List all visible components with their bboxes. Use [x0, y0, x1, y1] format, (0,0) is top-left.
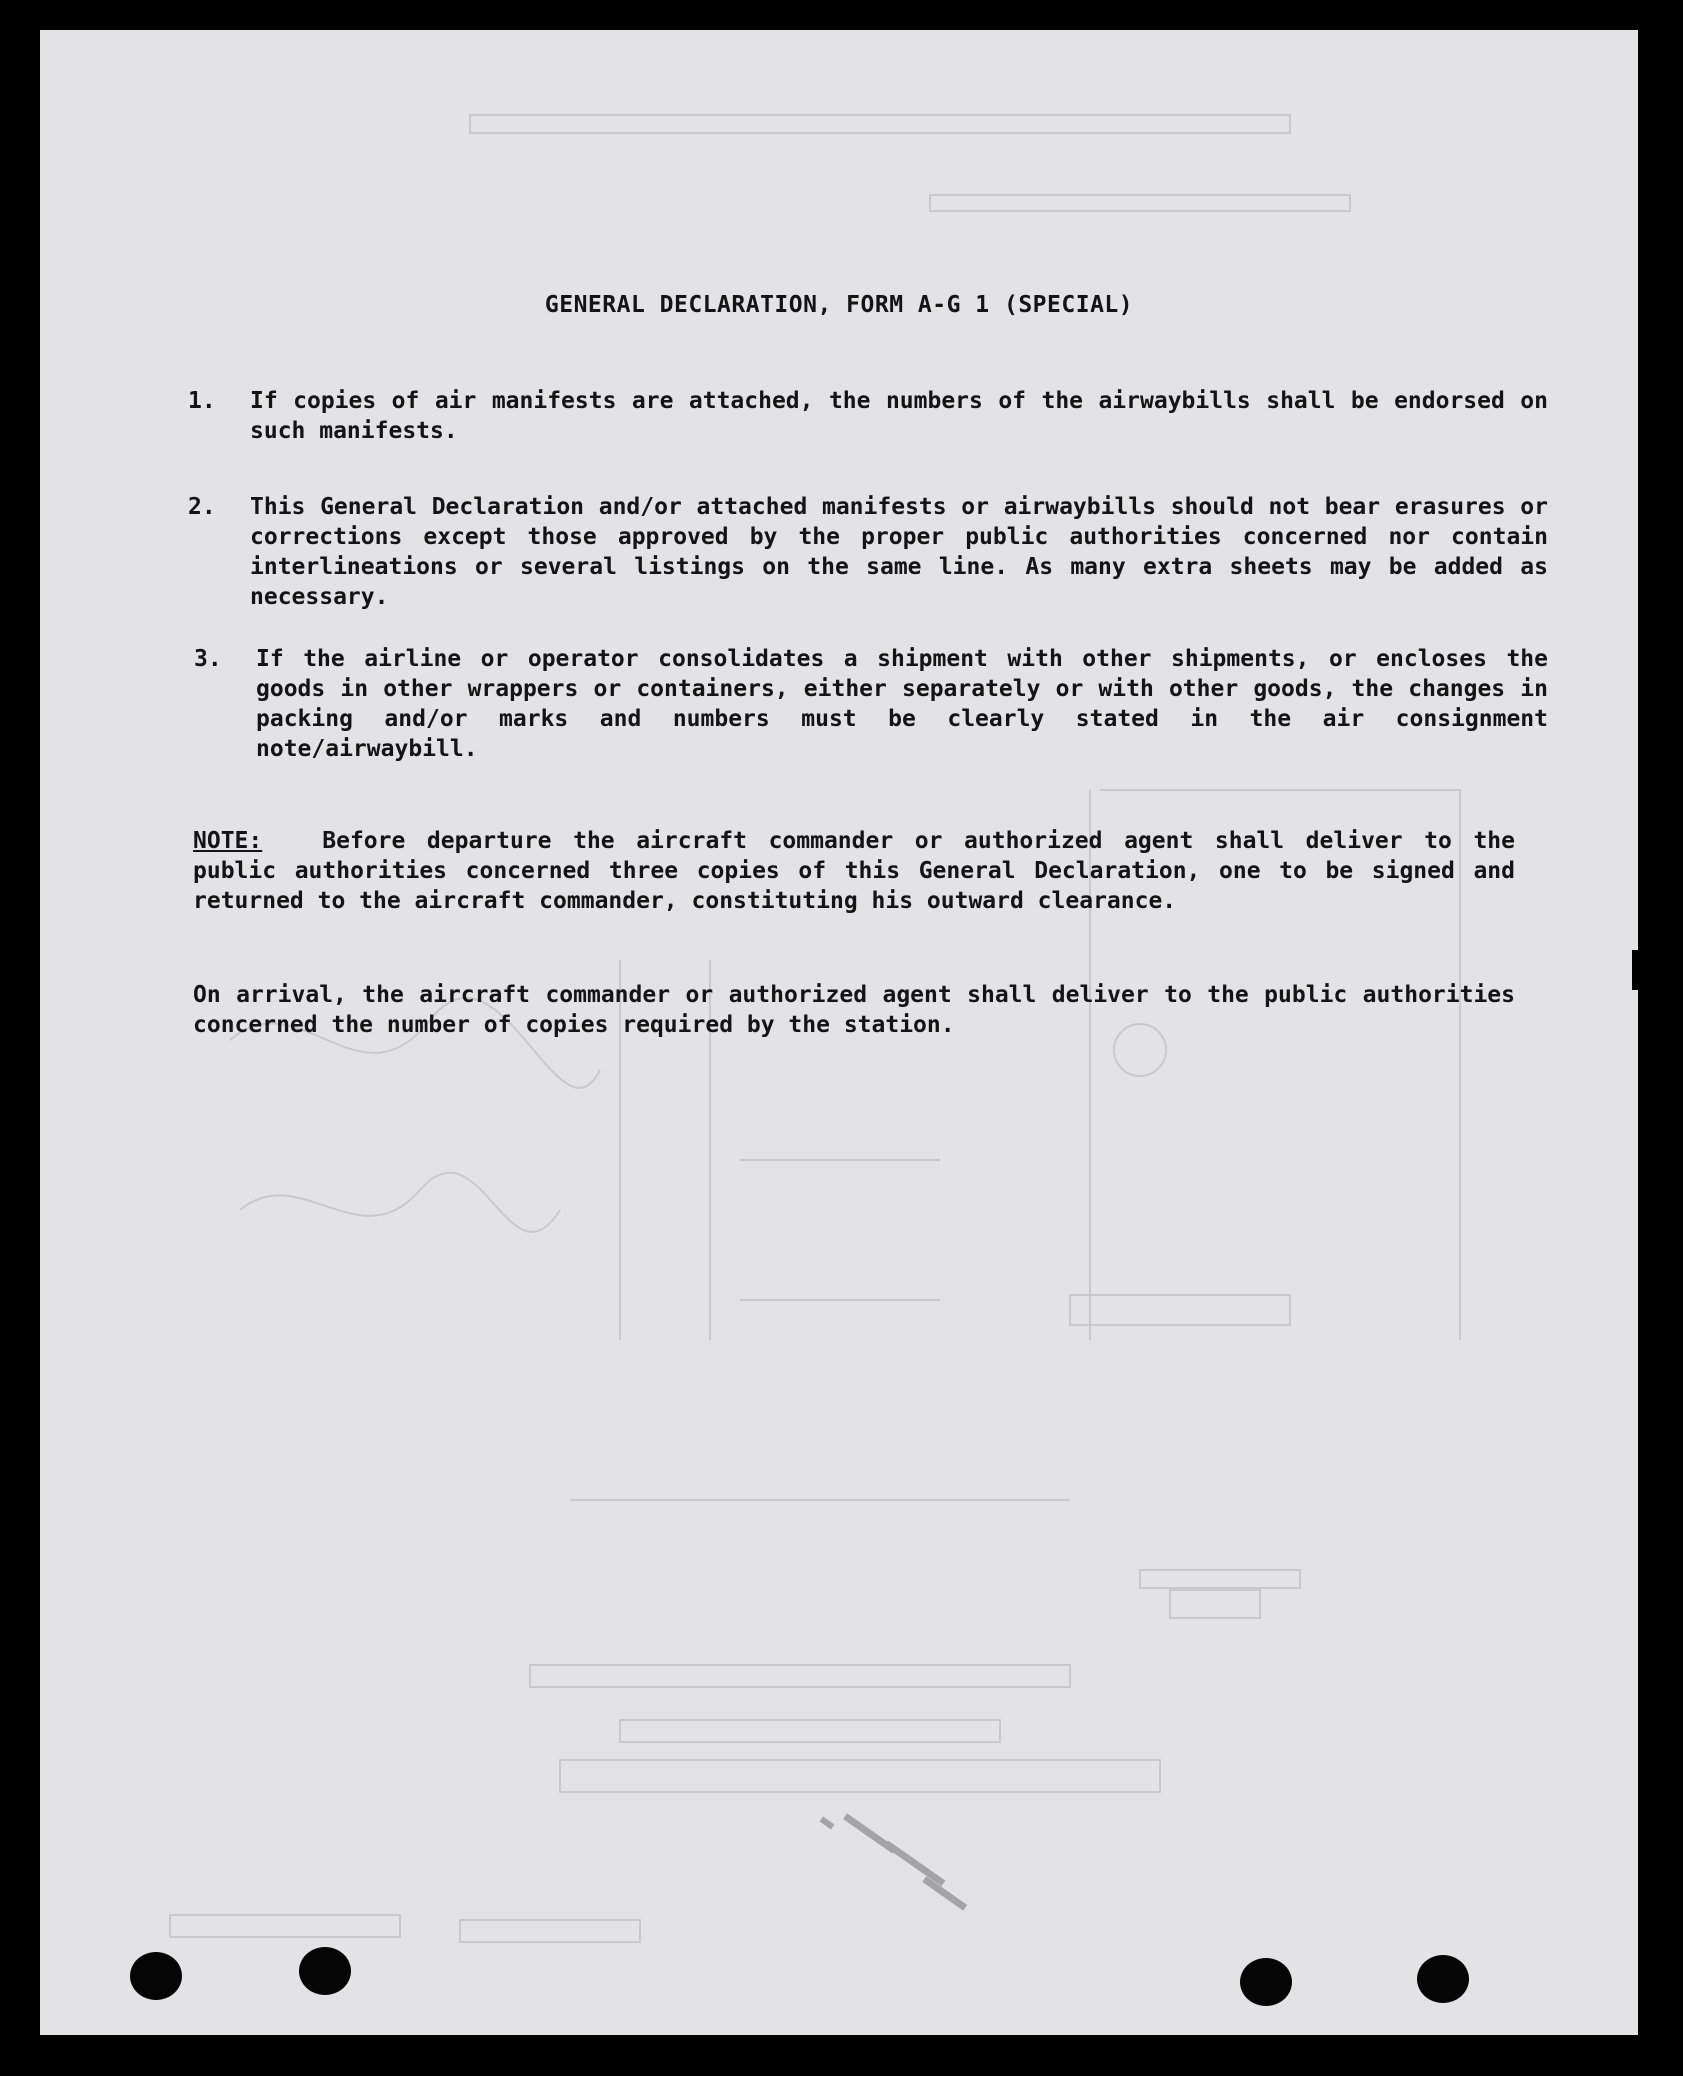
punch-hole — [1240, 1958, 1292, 2006]
arrival-paragraph: On arrival, the aircraft commander or authorized agent shall deliver to the public authorities concerned the number of copies required by the station. — [193, 982, 1515, 1038]
list-item — [188, 386, 1548, 446]
page-title: GENERAL DECLARATION, FORM A-G 1 (SPECIAL) — [544, 292, 1134, 318]
punch-hole — [1417, 1955, 1469, 2003]
item-text: If copies of air manifests are attached, the numbers of the airwaybills shall be endorsed on such manifests. — [250, 388, 1548, 444]
edge-mark — [1632, 950, 1638, 990]
item-text: This General Declaration and/or attached manifests or airwaybills should not bear erasures or corrections except those approved by the proper public authorities concerned nor contain interlineations or several listings on the same line. As many extra sheets may be added as necessary. — [250, 494, 1548, 610]
note-label: NOTE: — [193, 828, 263, 854]
document-page — [40, 30, 1638, 2035]
item-number: 2. — [188, 494, 216, 520]
punch-hole — [130, 1952, 182, 2000]
item-text: If the airline or operator consolidates a shipment with other shipments, or encloses the goods in other wrappers or containers, either separately or with other goods, the changes in packing and/or marks and numbers must be clearly stated in the air consignment note/airwaybill. — [256, 646, 1548, 762]
note-text: Before departure the aircraft commander or authorized agent shall deliver to the public authorities concerned three copies of this General Declaration, one to be signed and returned to the aircraft commander, constituting his outward clearance. — [193, 828, 1515, 914]
punch-hole — [299, 1947, 351, 1995]
list-item — [188, 492, 1548, 612]
note-paragraph — [193, 826, 1515, 916]
item-number: 1. — [188, 388, 216, 414]
list-item — [188, 644, 1548, 764]
item-number: 3. — [194, 646, 222, 672]
